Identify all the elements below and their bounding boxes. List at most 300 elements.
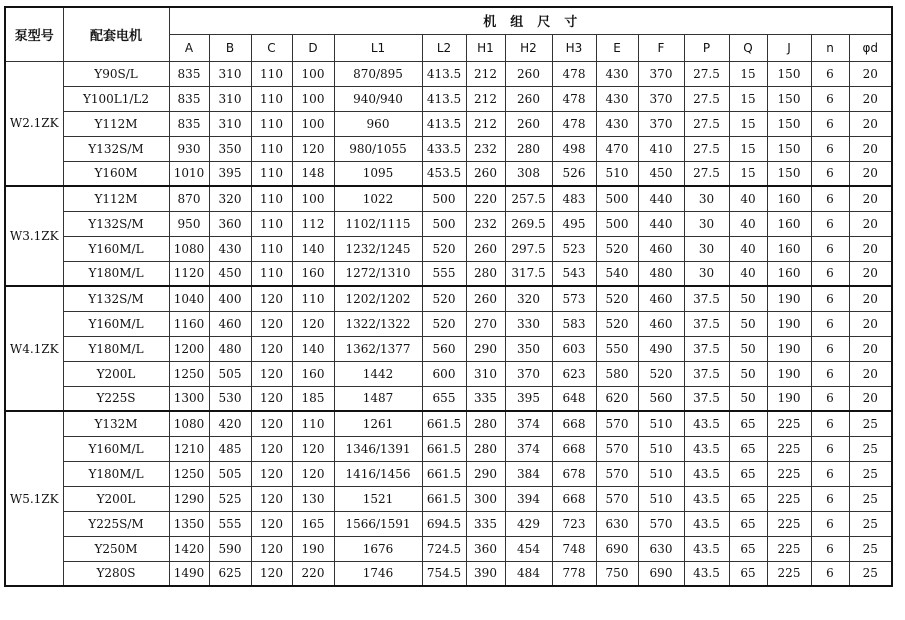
- value-cell: 520: [638, 361, 684, 386]
- value-cell: 6: [811, 86, 849, 111]
- value-cell: 20: [849, 161, 892, 186]
- value-cell: 150: [767, 136, 811, 161]
- value-cell: 668: [552, 436, 596, 461]
- column-header: L1: [334, 34, 422, 61]
- value-cell: 543: [552, 261, 596, 286]
- motor-cell: Y160M/L: [63, 436, 169, 461]
- motor-cell: Y250M: [63, 536, 169, 561]
- value-cell: 120: [292, 461, 334, 486]
- column-header: P: [684, 34, 729, 61]
- pump-model-cell: W2.1ZK: [5, 61, 63, 186]
- motor-cell: Y112M: [63, 111, 169, 136]
- value-cell: 478: [552, 111, 596, 136]
- value-cell: 110: [251, 111, 292, 136]
- value-cell: 6: [811, 386, 849, 411]
- column-header: J: [767, 34, 811, 61]
- column-header: E: [596, 34, 638, 61]
- motor-header: 配套电机: [63, 7, 169, 61]
- value-cell: 570: [596, 411, 638, 436]
- value-cell: 30: [684, 186, 729, 211]
- motor-cell: Y180M/L: [63, 461, 169, 486]
- value-cell: 483: [552, 186, 596, 211]
- value-cell: 25: [849, 436, 892, 461]
- value-cell: 523: [552, 236, 596, 261]
- value-cell: 520: [596, 286, 638, 311]
- value-cell: 430: [596, 86, 638, 111]
- value-cell: 525: [209, 486, 251, 511]
- value-cell: 1442: [334, 361, 422, 386]
- value-cell: 1200: [169, 336, 209, 361]
- value-cell: 1010: [169, 161, 209, 186]
- value-cell: 350: [505, 336, 552, 361]
- value-cell: 450: [209, 261, 251, 286]
- motor-cell: Y132S/M: [63, 211, 169, 236]
- value-cell: 661.5: [422, 411, 466, 436]
- value-cell: 500: [596, 186, 638, 211]
- table-row: [5, 236, 892, 261]
- value-cell: 160: [292, 361, 334, 386]
- value-cell: 1300: [169, 386, 209, 411]
- value-cell: 43.5: [684, 511, 729, 536]
- value-cell: 6: [811, 136, 849, 161]
- value-cell: 661.5: [422, 486, 466, 511]
- value-cell: 20: [849, 361, 892, 386]
- value-cell: 374: [505, 436, 552, 461]
- column-header: H2: [505, 34, 552, 61]
- value-cell: 413.5: [422, 111, 466, 136]
- value-cell: 1250: [169, 361, 209, 386]
- table-row: [5, 286, 892, 311]
- value-cell: 212: [466, 111, 505, 136]
- value-cell: 350: [209, 136, 251, 161]
- value-cell: 120: [292, 311, 334, 336]
- value-cell: 148: [292, 161, 334, 186]
- value-cell: 220: [466, 186, 505, 211]
- value-cell: 120: [251, 286, 292, 311]
- value-cell: 460: [638, 236, 684, 261]
- value-cell: 1362/1377: [334, 336, 422, 361]
- value-cell: 27.5: [684, 136, 729, 161]
- value-cell: 65: [729, 461, 767, 486]
- value-cell: 290: [466, 336, 505, 361]
- column-header: H3: [552, 34, 596, 61]
- value-cell: 1746: [334, 561, 422, 586]
- value-cell: 394: [505, 486, 552, 511]
- value-cell: 30: [684, 236, 729, 261]
- value-cell: 120: [251, 536, 292, 561]
- value-cell: 280: [466, 436, 505, 461]
- value-cell: 260: [466, 236, 505, 261]
- value-cell: 6: [811, 436, 849, 461]
- table-row: [5, 136, 892, 161]
- value-cell: 480: [638, 261, 684, 286]
- value-cell: 27.5: [684, 161, 729, 186]
- table-row: [5, 536, 892, 561]
- value-cell: 520: [422, 236, 466, 261]
- value-cell: 6: [811, 61, 849, 86]
- value-cell: 25: [849, 561, 892, 586]
- value-cell: 500: [422, 186, 466, 211]
- value-cell: 232: [466, 136, 505, 161]
- value-cell: 100: [292, 186, 334, 211]
- motor-cell: Y225S/M: [63, 511, 169, 536]
- motor-cell: Y132M: [63, 411, 169, 436]
- value-cell: 190: [767, 311, 811, 336]
- value-cell: 520: [422, 286, 466, 311]
- value-cell: 130: [292, 486, 334, 511]
- value-cell: 225: [767, 486, 811, 511]
- value-cell: 400: [209, 286, 251, 311]
- motor-cell: Y160M/L: [63, 311, 169, 336]
- value-cell: 6: [811, 286, 849, 311]
- value-cell: 50: [729, 286, 767, 311]
- value-cell: 225: [767, 436, 811, 461]
- value-cell: 570: [596, 461, 638, 486]
- value-cell: 212: [466, 86, 505, 111]
- value-cell: 330: [505, 311, 552, 336]
- value-cell: 27.5: [684, 111, 729, 136]
- value-cell: 835: [169, 86, 209, 111]
- value-cell: 120: [251, 461, 292, 486]
- value-cell: 980/1055: [334, 136, 422, 161]
- value-cell: 630: [596, 511, 638, 536]
- value-cell: 290: [466, 461, 505, 486]
- value-cell: 20: [849, 261, 892, 286]
- unit-size-header: 机组尺寸: [169, 7, 892, 34]
- table-row: [5, 61, 892, 86]
- value-cell: 160: [767, 261, 811, 286]
- value-cell: 6: [811, 361, 849, 386]
- value-cell: 37.5: [684, 336, 729, 361]
- motor-cell: Y180M/L: [63, 336, 169, 361]
- value-cell: 43.5: [684, 561, 729, 586]
- pump-model-cell: W3.1ZK: [5, 186, 63, 286]
- value-cell: 20: [849, 311, 892, 336]
- value-cell: 603: [552, 336, 596, 361]
- value-cell: 1490: [169, 561, 209, 586]
- value-cell: 460: [209, 311, 251, 336]
- pump-model-header: 泵型号: [5, 7, 63, 61]
- value-cell: 160: [767, 236, 811, 261]
- motor-cell: Y160M: [63, 161, 169, 186]
- value-cell: 20: [849, 236, 892, 261]
- value-cell: 20: [849, 136, 892, 161]
- value-cell: 453.5: [422, 161, 466, 186]
- value-cell: 450: [638, 161, 684, 186]
- value-cell: 510: [638, 436, 684, 461]
- value-cell: 1160: [169, 311, 209, 336]
- value-cell: 6: [811, 511, 849, 536]
- value-cell: 25: [849, 536, 892, 561]
- value-cell: 370: [505, 361, 552, 386]
- motor-cell: Y100L1/L2: [63, 86, 169, 111]
- motor-cell: Y280S: [63, 561, 169, 586]
- value-cell: 505: [209, 461, 251, 486]
- value-cell: 723: [552, 511, 596, 536]
- value-cell: 429: [505, 511, 552, 536]
- value-cell: 661.5: [422, 436, 466, 461]
- column-header: φd: [849, 34, 892, 61]
- value-cell: 43.5: [684, 436, 729, 461]
- value-cell: 120: [251, 361, 292, 386]
- value-cell: 120: [251, 511, 292, 536]
- table-row: [5, 311, 892, 336]
- value-cell: 583: [552, 311, 596, 336]
- table-row: [5, 461, 892, 486]
- value-cell: 390: [466, 561, 505, 586]
- value-cell: 433.5: [422, 136, 466, 161]
- value-cell: 110: [251, 236, 292, 261]
- value-cell: 510: [638, 486, 684, 511]
- value-cell: 15: [729, 86, 767, 111]
- table-body: [5, 61, 892, 586]
- value-cell: 120: [251, 386, 292, 411]
- value-cell: 25: [849, 411, 892, 436]
- value-cell: 370: [638, 111, 684, 136]
- value-cell: 724.5: [422, 536, 466, 561]
- value-cell: 15: [729, 136, 767, 161]
- value-cell: 526: [552, 161, 596, 186]
- value-cell: 454: [505, 536, 552, 561]
- value-cell: 50: [729, 336, 767, 361]
- value-cell: 15: [729, 61, 767, 86]
- value-cell: 110: [251, 136, 292, 161]
- value-cell: 6: [811, 161, 849, 186]
- value-cell: 1416/1456: [334, 461, 422, 486]
- value-cell: 668: [552, 486, 596, 511]
- value-cell: 778: [552, 561, 596, 586]
- value-cell: 40: [729, 261, 767, 286]
- table-row: [5, 411, 892, 436]
- value-cell: 150: [767, 61, 811, 86]
- value-cell: 1080: [169, 411, 209, 436]
- value-cell: 270: [466, 311, 505, 336]
- value-cell: 65: [729, 486, 767, 511]
- pump-model-cell: W4.1ZK: [5, 286, 63, 411]
- value-cell: 478: [552, 86, 596, 111]
- value-cell: 625: [209, 561, 251, 586]
- motor-cell: Y132S/M: [63, 286, 169, 311]
- value-cell: 1566/1591: [334, 511, 422, 536]
- value-cell: 120: [292, 436, 334, 461]
- value-cell: 260: [505, 61, 552, 86]
- value-cell: 320: [505, 286, 552, 311]
- motor-cell: Y225S: [63, 386, 169, 411]
- table-row: [5, 561, 892, 586]
- value-cell: 484: [505, 561, 552, 586]
- value-cell: 6: [811, 261, 849, 286]
- table-row: [5, 86, 892, 111]
- value-cell: 6: [811, 336, 849, 361]
- value-cell: 65: [729, 511, 767, 536]
- value-cell: 520: [596, 311, 638, 336]
- value-cell: 6: [811, 486, 849, 511]
- value-cell: 520: [422, 311, 466, 336]
- value-cell: 150: [767, 161, 811, 186]
- value-cell: 232: [466, 211, 505, 236]
- value-cell: 930: [169, 136, 209, 161]
- value-cell: 940/940: [334, 86, 422, 111]
- table-row: [5, 486, 892, 511]
- value-cell: 495: [552, 211, 596, 236]
- value-cell: 20: [849, 211, 892, 236]
- value-cell: 6: [811, 536, 849, 561]
- value-cell: 870: [169, 186, 209, 211]
- value-cell: 1487: [334, 386, 422, 411]
- value-cell: 212: [466, 61, 505, 86]
- value-cell: 835: [169, 111, 209, 136]
- value-cell: 20: [849, 111, 892, 136]
- value-cell: 1210: [169, 436, 209, 461]
- value-cell: 65: [729, 411, 767, 436]
- value-cell: 140: [292, 336, 334, 361]
- value-cell: 678: [552, 461, 596, 486]
- value-cell: 150: [767, 86, 811, 111]
- table-row: [5, 111, 892, 136]
- value-cell: 50: [729, 386, 767, 411]
- value-cell: 65: [729, 436, 767, 461]
- value-cell: 550: [596, 336, 638, 361]
- value-cell: 27.5: [684, 86, 729, 111]
- value-cell: 510: [596, 161, 638, 186]
- value-cell: 190: [767, 336, 811, 361]
- value-cell: 555: [422, 261, 466, 286]
- value-cell: 20: [849, 86, 892, 111]
- value-cell: 6: [811, 311, 849, 336]
- value-cell: 120: [292, 136, 334, 161]
- value-cell: 540: [596, 261, 638, 286]
- table-row: [5, 211, 892, 236]
- value-cell: 100: [292, 86, 334, 111]
- value-cell: 120: [251, 311, 292, 336]
- value-cell: 668: [552, 411, 596, 436]
- column-header: A: [169, 34, 209, 61]
- value-cell: 20: [849, 386, 892, 411]
- table-row: [5, 361, 892, 386]
- motor-cell: Y132S/M: [63, 136, 169, 161]
- value-cell: 490: [638, 336, 684, 361]
- value-cell: 480: [209, 336, 251, 361]
- value-cell: 754.5: [422, 561, 466, 586]
- value-cell: 360: [209, 211, 251, 236]
- value-cell: 440: [638, 211, 684, 236]
- value-cell: 1095: [334, 161, 422, 186]
- value-cell: 110: [251, 86, 292, 111]
- value-cell: 570: [638, 511, 684, 536]
- value-cell: 165: [292, 511, 334, 536]
- value-cell: 50: [729, 361, 767, 386]
- value-cell: 835: [169, 61, 209, 86]
- value-cell: 110: [292, 286, 334, 311]
- value-cell: 65: [729, 536, 767, 561]
- value-cell: 694.5: [422, 511, 466, 536]
- value-cell: 43.5: [684, 486, 729, 511]
- value-cell: 335: [466, 386, 505, 411]
- value-cell: 280: [466, 411, 505, 436]
- column-header: H1: [466, 34, 505, 61]
- value-cell: 498: [552, 136, 596, 161]
- value-cell: 1350: [169, 511, 209, 536]
- value-cell: 960: [334, 111, 422, 136]
- value-cell: 25: [849, 486, 892, 511]
- value-cell: 1261: [334, 411, 422, 436]
- value-cell: 65: [729, 561, 767, 586]
- table-row: [5, 161, 892, 186]
- value-cell: 308: [505, 161, 552, 186]
- value-cell: 6: [811, 211, 849, 236]
- value-cell: 1272/1310: [334, 261, 422, 286]
- value-cell: 1232/1245: [334, 236, 422, 261]
- value-cell: 257.5: [505, 186, 552, 211]
- motor-cell: Y200L: [63, 361, 169, 386]
- value-cell: 120: [251, 561, 292, 586]
- value-cell: 225: [767, 461, 811, 486]
- value-cell: 600: [422, 361, 466, 386]
- value-cell: 40: [729, 186, 767, 211]
- table-row: [5, 386, 892, 411]
- value-cell: 590: [209, 536, 251, 561]
- value-cell: 190: [767, 361, 811, 386]
- value-cell: 648: [552, 386, 596, 411]
- value-cell: 748: [552, 536, 596, 561]
- value-cell: 500: [422, 211, 466, 236]
- value-cell: 1120: [169, 261, 209, 286]
- value-cell: 6: [811, 461, 849, 486]
- column-header: Q: [729, 34, 767, 61]
- column-header: D: [292, 34, 334, 61]
- value-cell: 470: [596, 136, 638, 161]
- value-cell: 410: [638, 136, 684, 161]
- value-cell: 120: [251, 486, 292, 511]
- value-cell: 20: [849, 186, 892, 211]
- value-cell: 1521: [334, 486, 422, 511]
- value-cell: 440: [638, 186, 684, 211]
- table-row: [5, 511, 892, 536]
- value-cell: 297.5: [505, 236, 552, 261]
- table-row: [5, 186, 892, 211]
- value-cell: 150: [767, 111, 811, 136]
- value-cell: 269.5: [505, 211, 552, 236]
- value-cell: 317.5: [505, 261, 552, 286]
- value-cell: 260: [505, 86, 552, 111]
- value-cell: 623: [552, 361, 596, 386]
- value-cell: 15: [729, 111, 767, 136]
- value-cell: 112: [292, 211, 334, 236]
- value-cell: 6: [811, 186, 849, 211]
- value-cell: 430: [596, 111, 638, 136]
- value-cell: 1040: [169, 286, 209, 311]
- value-cell: 1102/1115: [334, 211, 422, 236]
- column-header: B: [209, 34, 251, 61]
- value-cell: 20: [849, 336, 892, 361]
- motor-cell: Y200L: [63, 486, 169, 511]
- value-cell: 690: [596, 536, 638, 561]
- value-cell: 185: [292, 386, 334, 411]
- value-cell: 555: [209, 511, 251, 536]
- value-cell: 370: [638, 61, 684, 86]
- value-cell: 630: [638, 536, 684, 561]
- value-cell: 225: [767, 561, 811, 586]
- value-cell: 6: [811, 236, 849, 261]
- value-cell: 280: [466, 261, 505, 286]
- value-cell: 690: [638, 561, 684, 586]
- value-cell: 1420: [169, 536, 209, 561]
- value-cell: 225: [767, 411, 811, 436]
- motor-cell: Y160M/L: [63, 236, 169, 261]
- value-cell: 160: [292, 261, 334, 286]
- value-cell: 310: [209, 86, 251, 111]
- table-row: [5, 436, 892, 461]
